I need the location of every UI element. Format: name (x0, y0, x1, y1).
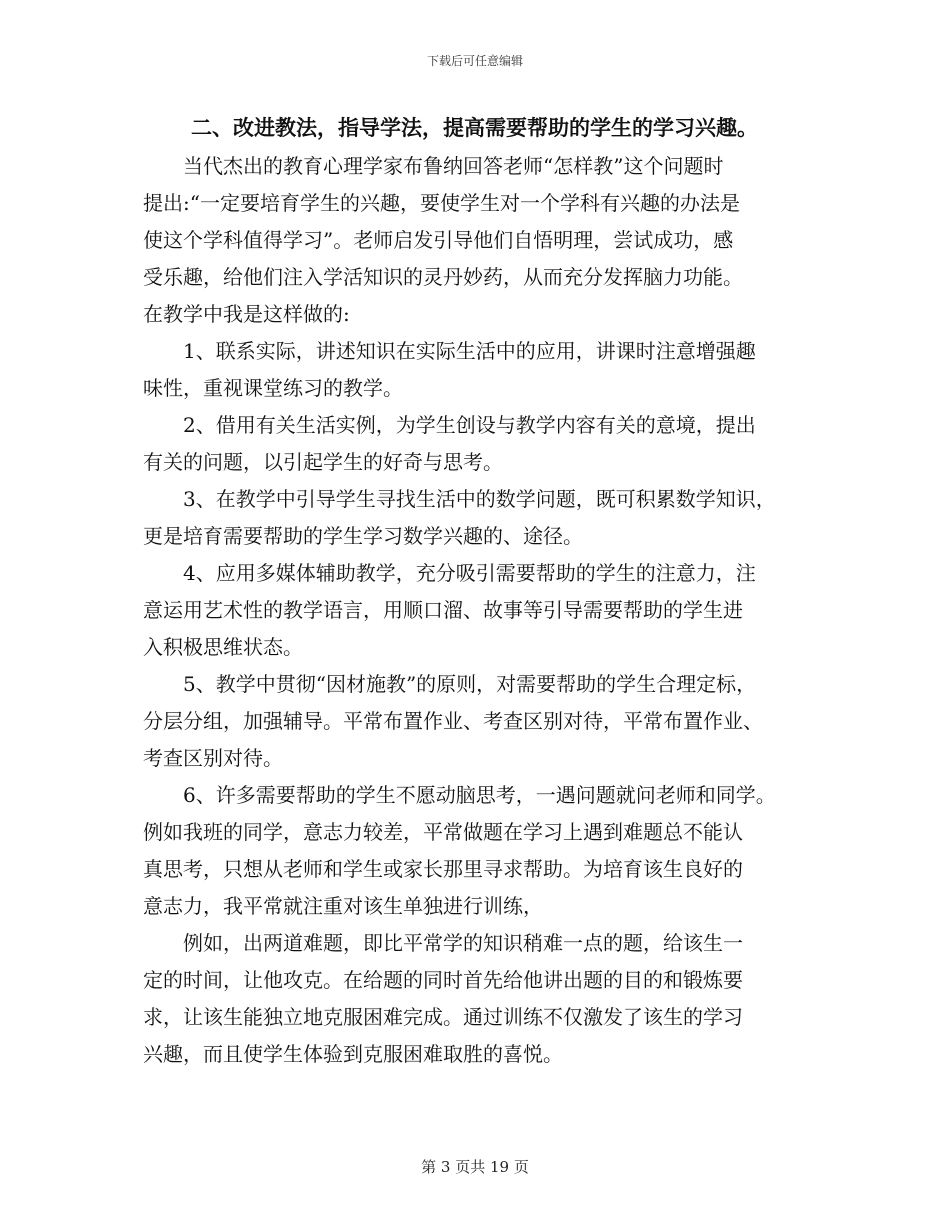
paragraph (143, 333, 823, 407)
paragraph-line: 求，让该生能独立地克服困难完成。通过训练不仅激发了该生的学习 (143, 1005, 743, 1029)
paragraph-line: 定的时间，让他攻克。在给题的同时首先给他讲出题的目的和锻炼要 (143, 968, 743, 992)
paragraph-line: 意运用艺术性的教学语言，用顺口溜、故事等引导需要帮助的学生进 (143, 598, 743, 622)
paragraph-line: 考查区别对待。 (143, 746, 283, 770)
paragraph-line: 6、许多需要帮助的学生不愿动脑思考，一遇问题就问老师和同学。 (143, 783, 776, 807)
paragraph-line: 真思考，只想从老师和学生或家长那里寻求帮助。为培育该生良好的 (143, 857, 743, 881)
paragraph (143, 925, 823, 1073)
paragraph-line: 5、教学中贯彻“因材施教”的原则，对需要帮助的学生合理定标， (143, 672, 757, 696)
paragraph-line: 4、应用多媒体辅助教学，充分吸引需要帮助的学生的注意力，注 (143, 561, 756, 585)
page-header: 下载后可任意编辑 (426, 54, 523, 68)
paragraph (143, 777, 823, 925)
paragraph-line: 例如我班的同学，意志力较差，平常做题在学习上遇到难题总不能认 (143, 820, 743, 844)
paragraph-line: 更是培育需要帮助的学生学习数学兴趣的、途径。 (143, 524, 583, 548)
paragraph-line: 例如，出两道难题，即比平常学的知识稍难一点的题，给该生一 (143, 931, 743, 955)
paragraph-list (143, 148, 823, 1073)
paragraph (143, 407, 823, 481)
paragraph-line: 入积极思维状态。 (143, 635, 303, 659)
paragraph-line: 3、在教学中引导学生寻找生活中的数学问题，既可积累数学知识， (143, 487, 776, 511)
paragraph (143, 666, 823, 777)
paragraph (143, 555, 823, 666)
paragraph-line: 受乐趣，给他们注入学活知识的灵丹妙药，从而充分发挥脑力功能。 (143, 265, 743, 289)
paragraph (143, 481, 823, 555)
paragraph-line: 2、借用有关生活实例，为学生创设与教学内容有关的意境，提出 (143, 413, 756, 437)
paragraph-line: 使这个学科值得学习”。老师启发引导他们自悟明理，尝试成功，感 (143, 228, 734, 252)
paragraph-line: 在教学中我是这样做的: (143, 302, 350, 326)
paragraph-line: 1、联系实际，讲述知识在实际生活中的应用，讲课时注意增强趣 (143, 339, 756, 363)
paragraph-line: 意志力，我平常就注重对该生单独进行训练， (143, 894, 543, 918)
paragraph-line: 分层分组，加强辅导。平常布置作业、考查区别对待，平常布置作业、 (143, 709, 763, 733)
paragraph-line: 味性，重视课堂练习的教学。 (143, 376, 403, 400)
page-footer: 第 3 页共 19 页 (421, 1158, 529, 1176)
document-body (143, 108, 823, 1073)
paragraph (143, 148, 823, 333)
paragraph-line: 有关的问题，以引起学生的好奇与思考。 (143, 450, 503, 474)
paragraph-line: 兴趣，而且使学生体验到克服困难取胜的喜悦。 (143, 1042, 563, 1066)
paragraph-line: 提出:“一定要培育学生的兴趣，要使学生对一个学科有兴趣的办法是 (143, 191, 740, 215)
paragraph-line: 当代杰出的教育心理学家布鲁纳回答老师“怎样教”这个问题时 (143, 154, 724, 178)
section-heading: 二、改进教法，指导学法，提高需要帮助的学生的学习兴趣。 (191, 115, 758, 140)
